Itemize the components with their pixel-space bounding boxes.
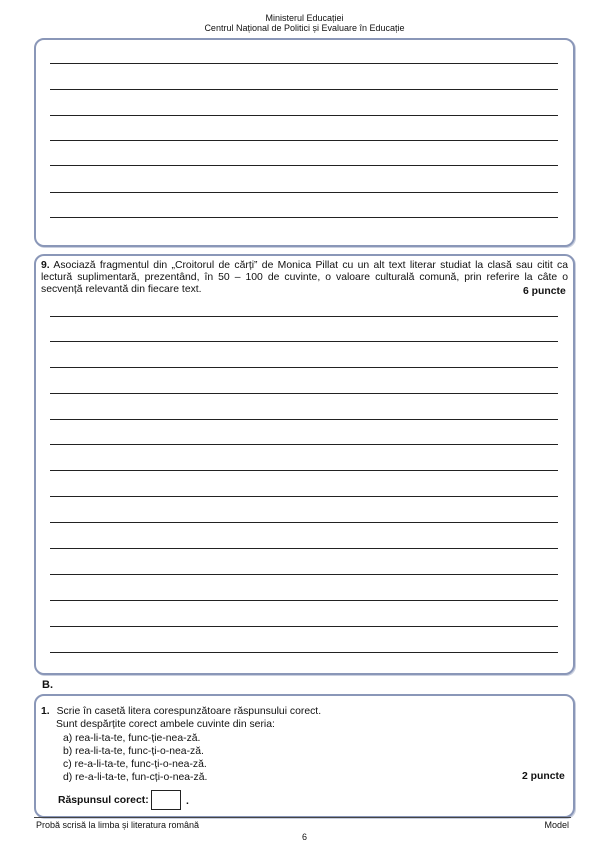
writing-line[interactable]	[50, 574, 558, 575]
question-9-box	[34, 254, 575, 675]
writing-line[interactable]	[50, 316, 558, 317]
question-9-number: 9.	[41, 260, 50, 271]
option-d[interactable]: d) re-a-li-ta-te, fun-cți-o-nea-ză.	[63, 772, 208, 783]
option-a[interactable]: a) rea-li-ta-te, func-ție-nea-ză.	[63, 733, 201, 744]
writing-line[interactable]	[50, 600, 558, 601]
question-b1-line	[41, 705, 321, 718]
writing-line[interactable]	[50, 367, 558, 368]
writing-line[interactable]	[50, 89, 558, 90]
footer-divider	[34, 817, 571, 818]
question-9-points: 6 puncte	[523, 286, 566, 297]
writing-line[interactable]	[50, 548, 558, 549]
writing-line[interactable]	[50, 626, 558, 627]
writing-line[interactable]	[50, 63, 558, 64]
writing-line[interactable]	[50, 522, 558, 523]
writing-line[interactable]	[50, 115, 558, 116]
writing-line[interactable]	[50, 165, 558, 166]
writing-line[interactable]	[50, 140, 558, 141]
answer-label: Răspunsul corect:	[58, 795, 149, 806]
header-center: Centrul Național de Politici și Evaluare în Educație	[204, 23, 405, 33]
option-c[interactable]: c) re-a-li-ta-te, func-ți-o-nea-ză.	[63, 759, 207, 770]
writing-line[interactable]	[50, 341, 558, 342]
question-9-text	[41, 260, 568, 297]
writing-line[interactable]	[50, 444, 558, 445]
question-b1-points: 2 puncte	[522, 771, 565, 782]
question-b1-instruction: Scrie în casetă litera corespunzătoare răspunsului corect.	[56, 706, 322, 717]
answer-box-continuation	[34, 38, 575, 247]
writing-line[interactable]	[50, 496, 558, 497]
header-ministry: Ministerul Educației	[265, 13, 344, 23]
writing-line[interactable]	[50, 470, 558, 471]
answer-input-box[interactable]	[151, 790, 181, 810]
section-b-label: B.	[42, 679, 53, 691]
writing-line[interactable]	[50, 393, 558, 394]
page-number: 6	[301, 832, 307, 842]
question-b1-number: 1.	[41, 706, 50, 717]
answer-period: .	[186, 796, 189, 807]
question-b1-box	[34, 694, 575, 818]
footer-model: Model	[544, 820, 569, 830]
writing-line[interactable]	[50, 419, 558, 420]
footer-exam-title: Probă scrisă la limba și literatura română	[36, 820, 200, 830]
option-b[interactable]: b) rea-li-ta-te, func-ți-o-nea-ză.	[63, 746, 204, 757]
question-b1-stem: Sunt despărțite corect ambele cuvinte din seria:	[56, 719, 275, 730]
writing-line[interactable]	[50, 217, 558, 218]
writing-line[interactable]	[50, 192, 558, 193]
writing-line[interactable]	[50, 652, 558, 653]
question-9-prompt: Asociază fragmentul din „Croitorul de cărți” de Monica Pillat cu un alt text literar studiat la clasă sau citit ca lectură suplimentară, prezentând, în 50 – 100 de cuvinte, o valoare culturală comună, prin referire la câte o secvență relevantă din fiecare text.	[41, 260, 568, 296]
